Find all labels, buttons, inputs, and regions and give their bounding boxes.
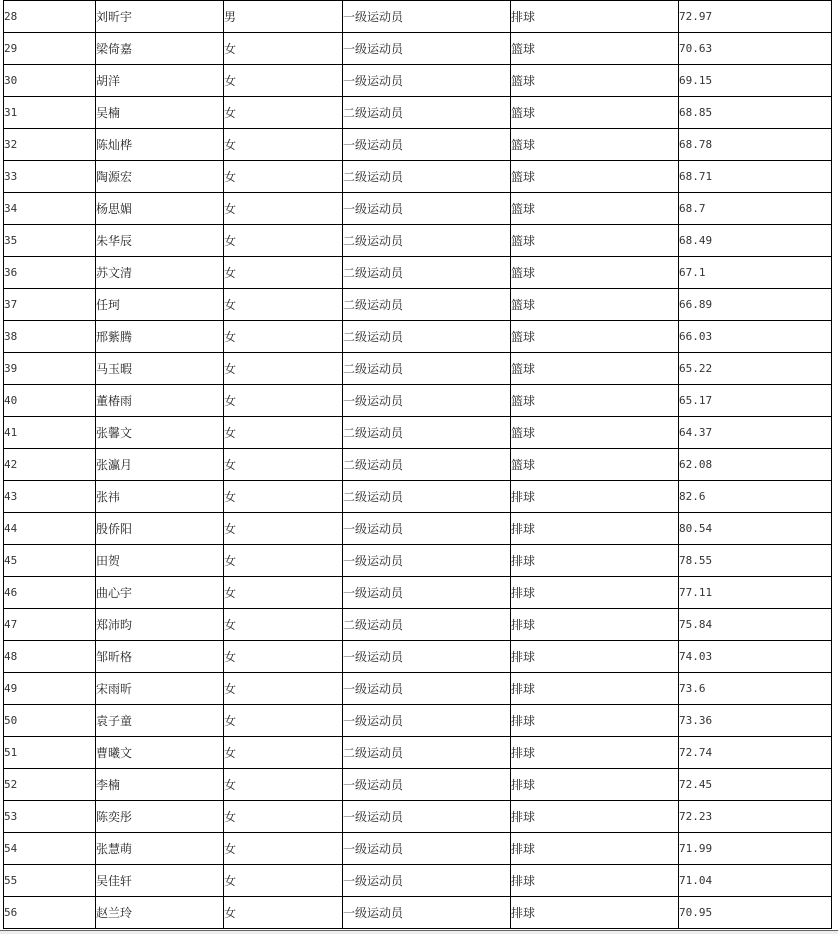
- score-cell: 65.17: [679, 385, 832, 417]
- athlete-level-cell: 一级运动员: [343, 33, 511, 65]
- gender-cell: 女: [224, 609, 343, 641]
- gender-cell: 女: [224, 769, 343, 801]
- gender-cell: 女: [224, 641, 343, 673]
- sport-cell: 排球: [511, 673, 679, 705]
- score-cell: 82.6: [679, 481, 832, 513]
- athlete-level-cell: 一级运动员: [343, 1, 511, 33]
- athlete-name-cell: 郑沛昀: [96, 609, 224, 641]
- athlete-name-cell: 董椿雨: [96, 385, 224, 417]
- row-number-cell: 55: [4, 865, 96, 897]
- athlete-name-cell: 宋雨昕: [96, 673, 224, 705]
- sport-cell: 排球: [511, 705, 679, 737]
- gender-cell: 女: [224, 193, 343, 225]
- gender-cell: 女: [224, 673, 343, 705]
- athlete-level-cell: 二级运动员: [343, 97, 511, 129]
- table-row: [4, 65, 832, 97]
- sport-cell: 排球: [511, 865, 679, 897]
- score-cell: 80.54: [679, 513, 832, 545]
- athlete-name-cell: 陈灿桦: [96, 129, 224, 161]
- score-cell: 77.11: [679, 577, 832, 609]
- athlete-name-cell: 吴楠: [96, 97, 224, 129]
- row-number-cell: 54: [4, 833, 96, 865]
- sport-cell: 排球: [511, 577, 679, 609]
- athlete-name-cell: 刘昕宇: [96, 1, 224, 33]
- table-row: [4, 417, 832, 449]
- row-number-cell: 35: [4, 225, 96, 257]
- score-cell: 67.1: [679, 257, 832, 289]
- table-row: [4, 385, 832, 417]
- table-row: [4, 97, 832, 129]
- row-number-cell: 53: [4, 801, 96, 833]
- gender-cell: 女: [224, 97, 343, 129]
- row-number-cell: 47: [4, 609, 96, 641]
- row-number-cell: 45: [4, 545, 96, 577]
- score-cell: 70.63: [679, 33, 832, 65]
- athlete-level-cell: 一级运动员: [343, 385, 511, 417]
- table-bottom-edge: [0, 930, 838, 934]
- table-row: [4, 193, 832, 225]
- athlete-level-cell: 一级运动员: [343, 129, 511, 161]
- row-number-cell: 29: [4, 33, 96, 65]
- athlete-level-cell: 二级运动员: [343, 257, 511, 289]
- athlete-name-cell: 田贺: [96, 545, 224, 577]
- gender-cell: 女: [224, 385, 343, 417]
- gender-cell: 女: [224, 353, 343, 385]
- row-number-cell: 38: [4, 321, 96, 353]
- athlete-name-cell: 吴佳轩: [96, 865, 224, 897]
- table-row: [4, 513, 832, 545]
- row-number-cell: 43: [4, 481, 96, 513]
- row-number-cell: 42: [4, 449, 96, 481]
- score-cell: 71.04: [679, 865, 832, 897]
- gender-cell: 女: [224, 833, 343, 865]
- athlete-level-cell: 一级运动员: [343, 865, 511, 897]
- score-cell: 64.37: [679, 417, 832, 449]
- athlete-level-cell: 一级运动员: [343, 193, 511, 225]
- sport-cell: 篮球: [511, 129, 679, 161]
- athlete-level-cell: 二级运动员: [343, 321, 511, 353]
- athlete-name-cell: 殷侨阳: [96, 513, 224, 545]
- table-row: [4, 737, 832, 769]
- athlete-name-cell: 任珂: [96, 289, 224, 321]
- gender-cell: 女: [224, 225, 343, 257]
- row-number-cell: 33: [4, 161, 96, 193]
- gender-cell: 女: [224, 417, 343, 449]
- sport-cell: 排球: [511, 641, 679, 673]
- sport-cell: 排球: [511, 737, 679, 769]
- table-row: [4, 225, 832, 257]
- score-cell: 73.6: [679, 673, 832, 705]
- athlete-name-cell: 张祎: [96, 481, 224, 513]
- gender-cell: 女: [224, 897, 343, 929]
- athlete-level-cell: 一级运动员: [343, 641, 511, 673]
- score-cell: 62.08: [679, 449, 832, 481]
- score-cell: 66.89: [679, 289, 832, 321]
- athlete-table: [3, 0, 832, 929]
- athlete-name-cell: 赵兰玲: [96, 897, 224, 929]
- sport-cell: 排球: [511, 481, 679, 513]
- athlete-name-cell: 胡洋: [96, 65, 224, 97]
- gender-cell: 女: [224, 321, 343, 353]
- score-cell: 72.23: [679, 801, 832, 833]
- score-cell: 72.97: [679, 1, 832, 33]
- score-cell: 70.95: [679, 897, 832, 929]
- score-cell: 66.03: [679, 321, 832, 353]
- sport-cell: 排球: [511, 897, 679, 929]
- athlete-level-cell: 二级运动员: [343, 449, 511, 481]
- athlete-level-cell: 一级运动员: [343, 65, 511, 97]
- sport-cell: 篮球: [511, 257, 679, 289]
- sport-cell: 篮球: [511, 65, 679, 97]
- sport-cell: 排球: [511, 801, 679, 833]
- gender-cell: 女: [224, 65, 343, 97]
- gender-cell: 女: [224, 449, 343, 481]
- table-row: [4, 641, 832, 673]
- row-number-cell: 34: [4, 193, 96, 225]
- row-number-cell: 40: [4, 385, 96, 417]
- table-row: [4, 1, 832, 33]
- table-row: [4, 833, 832, 865]
- score-cell: 74.03: [679, 641, 832, 673]
- score-cell: 68.49: [679, 225, 832, 257]
- athlete-level-cell: 一级运动员: [343, 577, 511, 609]
- sport-cell: 篮球: [511, 449, 679, 481]
- sport-cell: 排球: [511, 545, 679, 577]
- table-row: [4, 321, 832, 353]
- sport-cell: 篮球: [511, 289, 679, 321]
- score-cell: 72.74: [679, 737, 832, 769]
- sport-cell: 排球: [511, 513, 679, 545]
- athlete-name-cell: 苏文清: [96, 257, 224, 289]
- score-cell: 68.85: [679, 97, 832, 129]
- athlete-level-cell: 二级运动员: [343, 289, 511, 321]
- row-number-cell: 49: [4, 673, 96, 705]
- sport-cell: 篮球: [511, 385, 679, 417]
- row-number-cell: 39: [4, 353, 96, 385]
- sport-cell: 排球: [511, 1, 679, 33]
- gender-cell: 女: [224, 705, 343, 737]
- row-number-cell: 36: [4, 257, 96, 289]
- table-row: [4, 129, 832, 161]
- score-cell: 78.55: [679, 545, 832, 577]
- table-body: [4, 1, 832, 929]
- athlete-level-cell: 一级运动员: [343, 897, 511, 929]
- sport-cell: 篮球: [511, 161, 679, 193]
- sport-cell: 篮球: [511, 353, 679, 385]
- row-number-cell: 44: [4, 513, 96, 545]
- score-cell: 65.22: [679, 353, 832, 385]
- athlete-name-cell: 张馨文: [96, 417, 224, 449]
- gender-cell: 女: [224, 33, 343, 65]
- athlete-level-cell: 一级运动员: [343, 513, 511, 545]
- gender-cell: 女: [224, 545, 343, 577]
- table-row: [4, 481, 832, 513]
- athlete-level-cell: 一级运动员: [343, 545, 511, 577]
- athlete-name-cell: 梁倚嘉: [96, 33, 224, 65]
- athlete-name-cell: 张瀛月: [96, 449, 224, 481]
- sport-cell: 篮球: [511, 97, 679, 129]
- gender-cell: 女: [224, 865, 343, 897]
- athlete-name-cell: 邢紫腾: [96, 321, 224, 353]
- score-cell: 75.84: [679, 609, 832, 641]
- athlete-level-cell: 二级运动员: [343, 353, 511, 385]
- table-row: [4, 673, 832, 705]
- athlete-level-cell: 二级运动员: [343, 609, 511, 641]
- row-number-cell: 52: [4, 769, 96, 801]
- athlete-name-cell: 马玉暇: [96, 353, 224, 385]
- row-number-cell: 31: [4, 97, 96, 129]
- table-row: [4, 257, 832, 289]
- score-cell: 73.36: [679, 705, 832, 737]
- score-cell: 72.45: [679, 769, 832, 801]
- score-cell: 68.71: [679, 161, 832, 193]
- sport-cell: 篮球: [511, 225, 679, 257]
- table-row: [4, 609, 832, 641]
- row-number-cell: 56: [4, 897, 96, 929]
- gender-cell: 女: [224, 129, 343, 161]
- athlete-level-cell: 一级运动员: [343, 705, 511, 737]
- row-number-cell: 41: [4, 417, 96, 449]
- athlete-name-cell: 朱华辰: [96, 225, 224, 257]
- table-row: [4, 161, 832, 193]
- row-number-cell: 50: [4, 705, 96, 737]
- sport-cell: 排球: [511, 833, 679, 865]
- gender-cell: 女: [224, 161, 343, 193]
- table-row: [4, 705, 832, 737]
- table-row: [4, 449, 832, 481]
- athlete-name-cell: 陈奕彤: [96, 801, 224, 833]
- gender-cell: 女: [224, 289, 343, 321]
- athlete-name-cell: 张慧萌: [96, 833, 224, 865]
- table-row: [4, 33, 832, 65]
- row-number-cell: 32: [4, 129, 96, 161]
- athlete-name-cell: 袁子童: [96, 705, 224, 737]
- athlete-level-cell: 一级运动员: [343, 833, 511, 865]
- score-cell: 71.99: [679, 833, 832, 865]
- table-row: [4, 353, 832, 385]
- row-number-cell: 48: [4, 641, 96, 673]
- row-number-cell: 28: [4, 1, 96, 33]
- sport-cell: 排球: [511, 609, 679, 641]
- row-number-cell: 37: [4, 289, 96, 321]
- row-number-cell: 30: [4, 65, 96, 97]
- gender-cell: 女: [224, 513, 343, 545]
- table-row: [4, 801, 832, 833]
- table-row: [4, 289, 832, 321]
- athlete-level-cell: 一级运动员: [343, 801, 511, 833]
- table-row: [4, 577, 832, 609]
- sport-cell: 篮球: [511, 321, 679, 353]
- athlete-name-cell: 李楠: [96, 769, 224, 801]
- athlete-level-cell: 二级运动员: [343, 417, 511, 449]
- table-row: [4, 769, 832, 801]
- score-cell: 68.78: [679, 129, 832, 161]
- athlete-name-cell: 杨思媚: [96, 193, 224, 225]
- athlete-name-cell: 邹昕格: [96, 641, 224, 673]
- table-row: [4, 865, 832, 897]
- athlete-name-cell: 陶源宏: [96, 161, 224, 193]
- athlete-level-cell: 一级运动员: [343, 673, 511, 705]
- table-row: [4, 897, 832, 929]
- gender-cell: 女: [224, 737, 343, 769]
- row-number-cell: 46: [4, 577, 96, 609]
- athlete-name-cell: 曹曦文: [96, 737, 224, 769]
- sport-cell: 篮球: [511, 417, 679, 449]
- gender-cell: 女: [224, 577, 343, 609]
- athlete-level-cell: 二级运动员: [343, 225, 511, 257]
- athlete-level-cell: 二级运动员: [343, 737, 511, 769]
- score-cell: 69.15: [679, 65, 832, 97]
- athlete-name-cell: 曲心宇: [96, 577, 224, 609]
- sport-cell: 篮球: [511, 33, 679, 65]
- gender-cell: 女: [224, 257, 343, 289]
- score-cell: 68.7: [679, 193, 832, 225]
- gender-cell: 女: [224, 801, 343, 833]
- athlete-level-cell: 一级运动员: [343, 769, 511, 801]
- athlete-level-cell: 二级运动员: [343, 161, 511, 193]
- sport-cell: 篮球: [511, 193, 679, 225]
- athlete-level-cell: 二级运动员: [343, 481, 511, 513]
- table-row: [4, 545, 832, 577]
- gender-cell: 女: [224, 481, 343, 513]
- sport-cell: 排球: [511, 769, 679, 801]
- row-number-cell: 51: [4, 737, 96, 769]
- gender-cell: 男: [224, 1, 343, 33]
